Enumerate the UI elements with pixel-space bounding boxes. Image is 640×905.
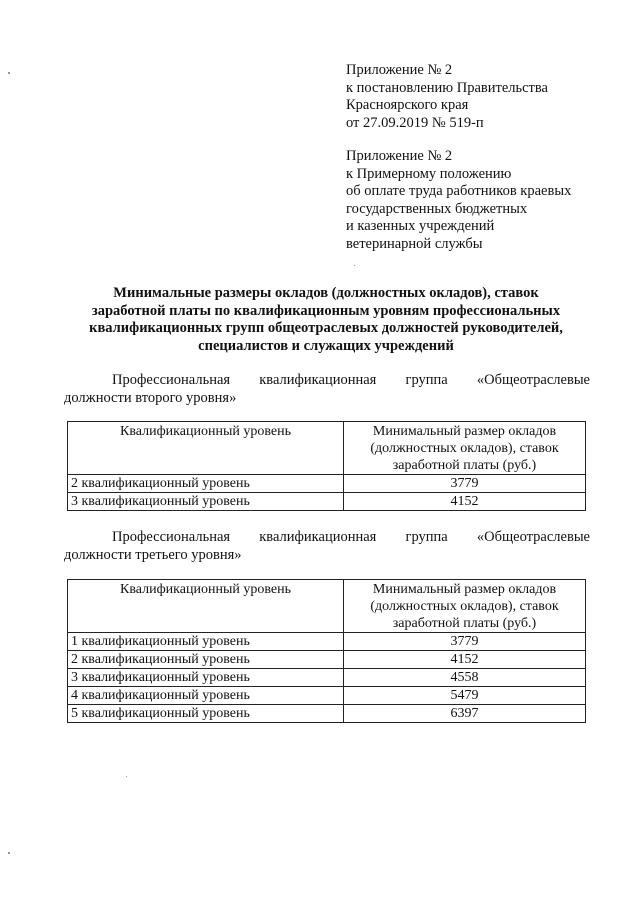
salary-value-cell: 4152 [344, 651, 586, 669]
header-qualification-level: Квалификационный уровень [68, 580, 344, 633]
scan-speck [8, 72, 10, 74]
heading-word: «Общеотраслевые [476, 529, 590, 545]
header-minimum-salary [344, 580, 586, 633]
scan-speck [126, 776, 127, 777]
scan-speck [8, 852, 10, 854]
header-line: заработной платы (руб.) [392, 458, 537, 473]
salary-value-cell: 5479 [344, 687, 586, 705]
title-line: специалистов и служащих учреждений [198, 337, 454, 354]
appendix-line: государственных бюджетных [346, 200, 528, 217]
table-header-row [68, 580, 586, 633]
heading-word: группа [405, 529, 448, 545]
header-minimum-salary [344, 422, 586, 475]
scan-speck [354, 265, 355, 266]
qualification-level-cell: 2 квалификационный уровень [68, 651, 344, 669]
group-heading-second-level [64, 372, 590, 407]
heading-word: группа [405, 372, 448, 388]
table-row [68, 705, 586, 723]
table-row [68, 687, 586, 705]
group-heading-third-level [64, 529, 590, 564]
table-header-row [68, 422, 586, 475]
table-row [68, 633, 586, 651]
qualification-level-cell: 1 квалификационный уровень [68, 633, 344, 651]
appendix-line: от 27.09.2019 № 519-п [346, 114, 484, 131]
salary-value-cell: 6397 [344, 705, 586, 723]
header-qualification-level: Квалификационный уровень [68, 422, 344, 475]
title-line: Минимальные размеры окладов (должностных окладов), ставок [113, 285, 539, 301]
salary-value-cell: 3779 [344, 633, 586, 651]
salary-table-third-level [67, 579, 586, 723]
header-line: (должностных окладов), ставок [370, 441, 559, 456]
appendix-line: Приложение № 2 [346, 62, 453, 78]
salary-table-second-level [67, 421, 586, 511]
group-heading-line: должности второго уровня» [64, 389, 237, 406]
salary-value-cell: 4152 [344, 493, 586, 511]
appendix-line: к Примерному положению [346, 165, 512, 182]
title-line: квалификационных групп общеотраслевых должностей руководителей, [89, 320, 563, 336]
appendix-line: к постановлению Правительства [346, 79, 548, 96]
table-row [68, 475, 586, 493]
appendix-line: Приложение № 2 [346, 148, 453, 164]
appendix-reference-regulation [346, 148, 626, 253]
qualification-level-cell: 2 квалификационный уровень [68, 475, 344, 493]
group-heading-line [64, 372, 590, 390]
heading-word: Профессиональная [112, 529, 231, 545]
title-line: заработной платы по квалификационным уровням профессиональных [91, 302, 561, 319]
appendix-line: и казенных учреждений [346, 218, 495, 234]
table-row [68, 493, 586, 511]
qualification-level-cell: 5 квалификационный уровень [68, 705, 344, 723]
heading-word: «Общеотраслевые [476, 372, 590, 388]
header-line: (должностных окладов), ставок [370, 599, 559, 614]
qualification-level-cell: 3 квалификационный уровень [68, 669, 344, 687]
group-heading-line: должности третьего уровня» [64, 546, 242, 563]
header-line: заработной платы (руб.) [392, 616, 537, 631]
salary-value-cell: 3779 [344, 475, 586, 493]
table-row [68, 669, 586, 687]
appendix-line: об оплате труда работников краевых [346, 183, 572, 199]
qualification-level-cell: 3 квалификационный уровень [68, 493, 344, 511]
heading-word: квалификационная [259, 372, 377, 388]
heading-word: Профессиональная [112, 372, 231, 388]
appendix-reference-decree [346, 62, 626, 132]
salary-value-cell: 4558 [344, 669, 586, 687]
header-line: Минимальный размер окладов [372, 424, 557, 439]
document-title [64, 285, 588, 355]
heading-word: квалификационная [259, 529, 377, 545]
group-heading-line [64, 529, 590, 547]
table-row [68, 651, 586, 669]
appendix-line: ветеринарной службы [346, 235, 483, 252]
appendix-line: Красноярского края [346, 97, 469, 113]
qualification-level-cell: 4 квалификационный уровень [68, 687, 344, 705]
header-line: Минимальный размер окладов [372, 582, 557, 597]
